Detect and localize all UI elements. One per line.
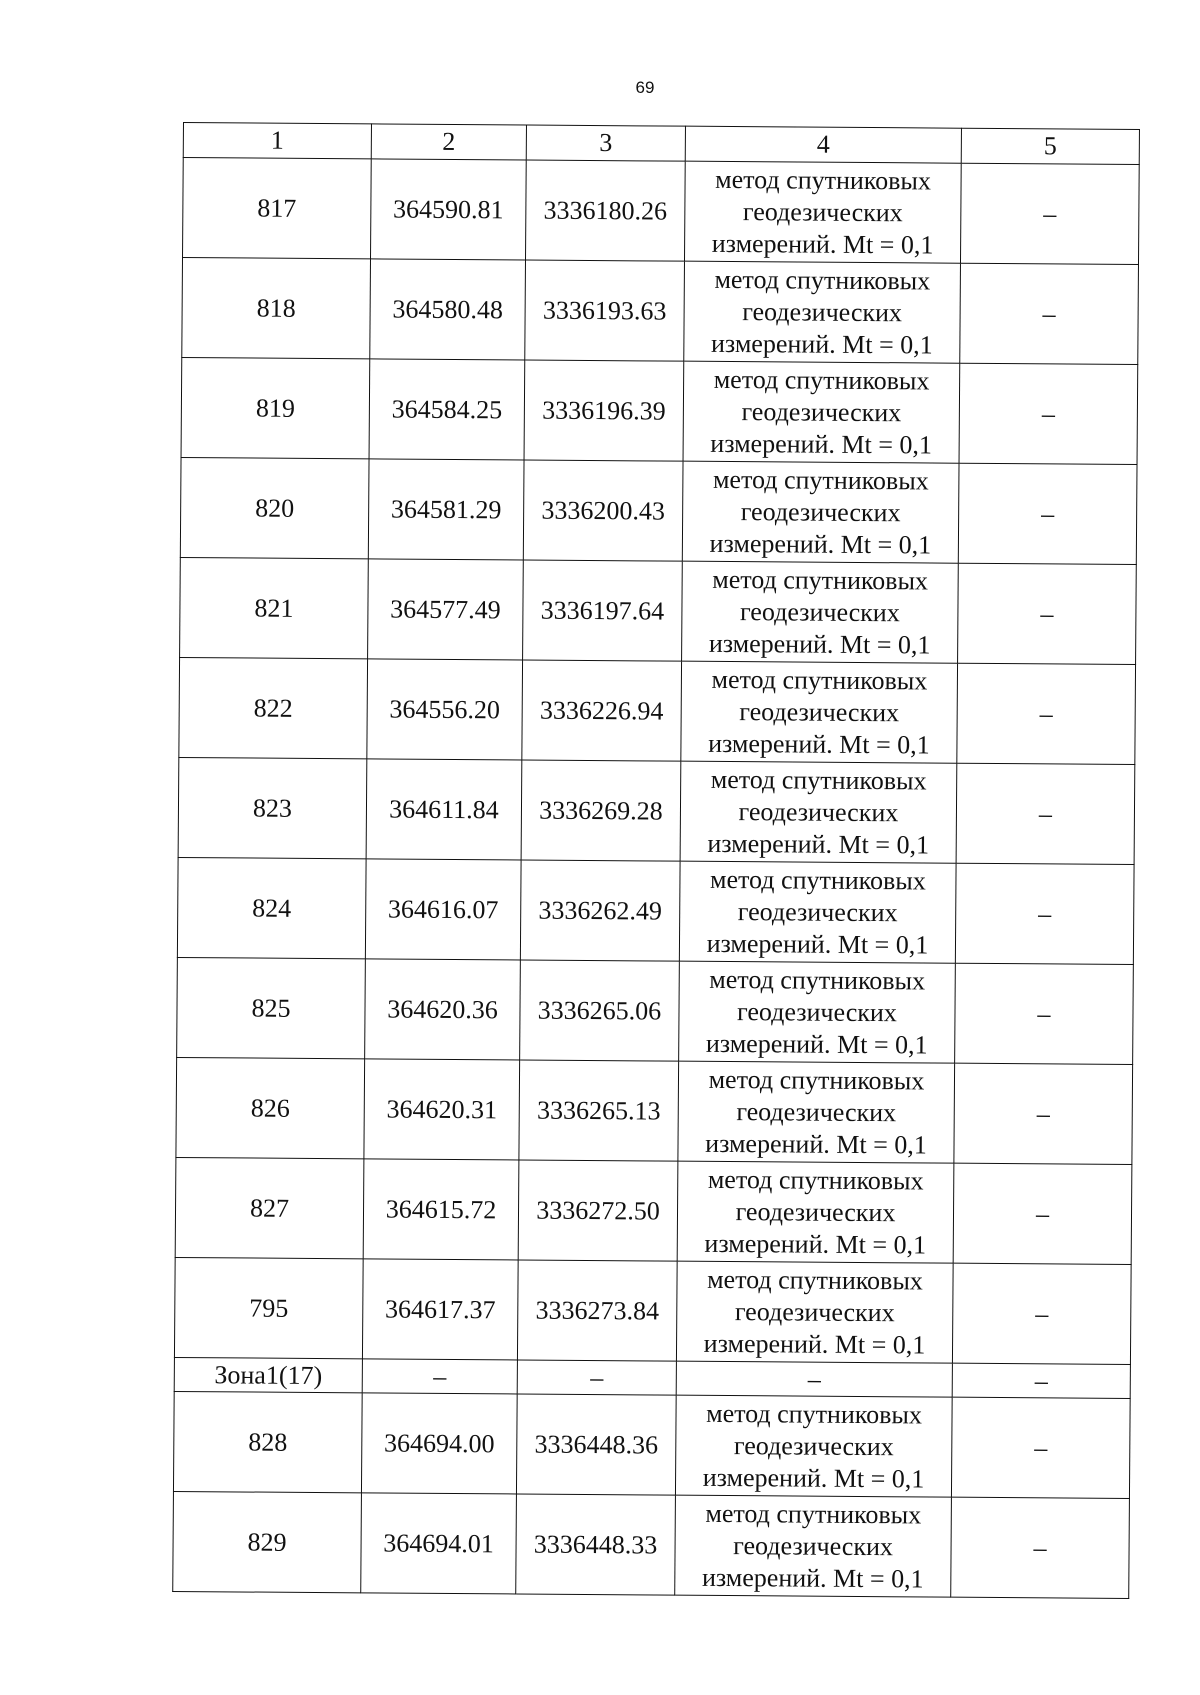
method-cell	[676, 1261, 953, 1363]
note-cell: –	[957, 663, 1136, 764]
point-number-cell: 820	[180, 457, 369, 558]
method-line: метод спутниковых	[711, 664, 928, 695]
x-coordinate-cell: –	[362, 1359, 517, 1394]
method-line: геодезических	[733, 1530, 894, 1561]
y-coordinate-cell: 3336200.43	[523, 460, 683, 561]
note-cell: –	[951, 1497, 1130, 1598]
method-line: измерений. Mt = 0,1	[705, 1028, 928, 1059]
y-coordinate-cell: 3336262.49	[520, 860, 680, 961]
method-cell	[680, 761, 957, 863]
method-line: метод спутниковых	[707, 1264, 923, 1295]
method-cell: –	[676, 1361, 952, 1397]
point-number-cell: 819	[181, 357, 370, 458]
method-line: геодезических	[737, 996, 897, 1027]
y-coordinate-cell: 3336269.28	[521, 760, 681, 861]
x-coordinate-cell: 364581.29	[368, 459, 524, 560]
table-row	[180, 557, 1137, 664]
x-coordinate-cell: 364694.00	[361, 1393, 517, 1494]
note-cell: –	[960, 163, 1139, 264]
point-number-cell: 817	[183, 158, 372, 259]
method-line: метод спутниковых	[714, 264, 931, 295]
method-line: метод спутниковых	[708, 1064, 925, 1095]
method-line: геодезических	[739, 696, 900, 727]
method-line: метод спутниковых	[712, 564, 929, 595]
method-line: геодезических	[742, 296, 903, 327]
table-row	[173, 1391, 1130, 1498]
header-col-2: 2	[371, 124, 526, 160]
method-cell	[679, 861, 956, 963]
point-number-cell: 828	[173, 1391, 362, 1492]
page-number: 69	[635, 78, 655, 97]
header-col-1: 1	[183, 123, 371, 159]
note-cell: –	[955, 863, 1134, 964]
method-line: геодезических	[735, 1196, 896, 1227]
x-coordinate-cell: 364556.20	[367, 659, 523, 760]
x-coordinate-cell: 364577.49	[368, 559, 524, 660]
method-line: геодезических	[737, 896, 898, 927]
note-cell: –	[959, 363, 1138, 464]
x-coordinate-cell: 364620.36	[365, 959, 521, 1060]
coordinates-table	[172, 122, 1140, 1599]
method-line: измерений. Mt = 0,1	[709, 528, 932, 559]
method-cell	[678, 1061, 955, 1163]
method-cell	[682, 561, 959, 663]
method-line: геодезических	[733, 1430, 894, 1461]
point-number-cell: 825	[177, 957, 366, 1058]
method-line: метод спутниковых	[710, 864, 926, 895]
point-number-cell: Зона1(17)	[174, 1357, 362, 1392]
note-cell: –	[960, 263, 1139, 364]
method-line: метод спутниковых	[712, 464, 929, 495]
method-line: метод спутниковых	[715, 164, 932, 195]
y-coordinate-cell: 3336265.13	[519, 1060, 679, 1161]
method-line: метод спутниковых	[709, 964, 926, 995]
table-row	[183, 158, 1140, 265]
note-cell: –	[958, 563, 1137, 664]
method-cell	[684, 161, 961, 263]
note-cell: –	[951, 1397, 1130, 1498]
y-coordinate-cell: 3336448.36	[516, 1394, 676, 1495]
y-coordinate-cell: 3336273.84	[517, 1260, 677, 1361]
point-number-cell: 823	[178, 757, 367, 858]
method-line: метод спутниковых	[707, 1164, 924, 1195]
table-row	[177, 857, 1134, 964]
note-cell: –	[956, 763, 1135, 864]
note-cell: –	[952, 1363, 1130, 1398]
y-coordinate-cell: 3336180.26	[525, 160, 685, 261]
method-cell	[679, 961, 956, 1063]
table-row	[180, 457, 1137, 564]
y-coordinate-cell: 3336265.06	[520, 960, 680, 1061]
point-number-cell: 818	[182, 258, 371, 359]
y-coordinate-cell: 3336197.64	[523, 560, 683, 661]
method-line: измерений. Mt = 0,1	[707, 828, 930, 859]
table-row	[173, 1491, 1130, 1598]
method-line: геодезических	[734, 1296, 895, 1327]
method-line: геодезических	[742, 196, 903, 227]
method-cell	[675, 1395, 952, 1497]
table-row	[176, 1057, 1133, 1164]
point-number-cell: 821	[180, 557, 369, 658]
header-col-5: 5	[961, 128, 1139, 164]
method-line: геодезических	[738, 796, 899, 827]
method-line: метод спутниковых	[705, 1498, 922, 1529]
method-cell	[682, 461, 959, 563]
note-cell: –	[954, 1063, 1133, 1164]
x-coordinate-cell: 364617.37	[362, 1259, 518, 1360]
method-line: измерений. Mt = 0,1	[710, 328, 933, 360]
table-row	[182, 258, 1139, 365]
table-row	[178, 757, 1135, 864]
y-coordinate-cell: 3336193.63	[525, 260, 685, 361]
method-line: измерений. Mt = 0,1	[708, 628, 931, 659]
table-row	[177, 957, 1134, 1064]
table-row	[181, 357, 1138, 464]
method-line: геодезических	[739, 596, 900, 627]
method-cell	[675, 1495, 952, 1597]
point-number-cell: 826	[176, 1057, 365, 1158]
method-line: измерений. Mt = 0,1	[702, 1462, 925, 1493]
note-cell: –	[955, 963, 1134, 1064]
method-line: измерений. Mt = 0,1	[710, 428, 933, 459]
table-body	[173, 158, 1139, 1599]
method-line: метод спутниковых	[710, 764, 927, 795]
y-coordinate-cell: 3336448.33	[516, 1494, 676, 1595]
header-col-4: 4	[685, 126, 961, 163]
method-line: измерений. Mt = 0,1	[704, 1228, 927, 1259]
x-coordinate-cell: 364611.84	[366, 759, 522, 860]
method-line: измерений. Mt = 0,1	[711, 228, 934, 260]
y-coordinate-cell: 3336226.94	[522, 660, 682, 761]
table-row	[175, 1157, 1132, 1264]
method-line: измерений. Mt = 0,1	[706, 928, 929, 959]
note-cell: –	[953, 1163, 1132, 1264]
method-line: геодезических	[740, 496, 901, 527]
note-cell: –	[952, 1263, 1131, 1364]
method-cell	[681, 661, 958, 763]
point-number-cell: 822	[179, 657, 368, 758]
x-coordinate-cell: 364584.25	[369, 359, 525, 460]
method-cell	[683, 361, 960, 463]
x-coordinate-cell: 364620.31	[364, 1059, 520, 1160]
method-line: геодезических	[736, 1096, 897, 1127]
y-coordinate-cell: 3336196.39	[524, 360, 684, 461]
table-row	[179, 657, 1136, 764]
method-line: измерений. Mt = 0,1	[701, 1562, 924, 1593]
method-line: измерений. Mt = 0,1	[708, 728, 930, 759]
method-line: метод спутниковых	[713, 364, 930, 395]
method-cell	[684, 261, 961, 363]
point-number-cell: 795	[174, 1257, 363, 1358]
x-coordinate-cell: 364590.81	[371, 159, 527, 260]
x-coordinate-cell: 364616.07	[365, 859, 521, 960]
table-row	[174, 1257, 1131, 1364]
x-coordinate-cell: 364694.01	[361, 1493, 517, 1594]
x-coordinate-cell: 364615.72	[363, 1159, 519, 1260]
note-cell: –	[958, 463, 1137, 564]
method-line: метод спутниковых	[706, 1398, 922, 1429]
method-cell	[677, 1161, 954, 1263]
x-coordinate-cell: 364580.48	[370, 259, 526, 360]
method-line: измерений. Mt = 0,1	[705, 1128, 927, 1159]
y-coordinate-cell: –	[517, 1360, 676, 1395]
y-coordinate-cell: 3336272.50	[518, 1160, 678, 1261]
point-number-cell: 824	[177, 857, 366, 958]
method-line: геодезических	[741, 396, 902, 427]
header-col-3: 3	[526, 125, 685, 161]
point-number-cell: 829	[173, 1491, 362, 1592]
point-number-cell: 827	[175, 1157, 364, 1258]
method-line: измерений. Mt = 0,1	[703, 1328, 926, 1359]
